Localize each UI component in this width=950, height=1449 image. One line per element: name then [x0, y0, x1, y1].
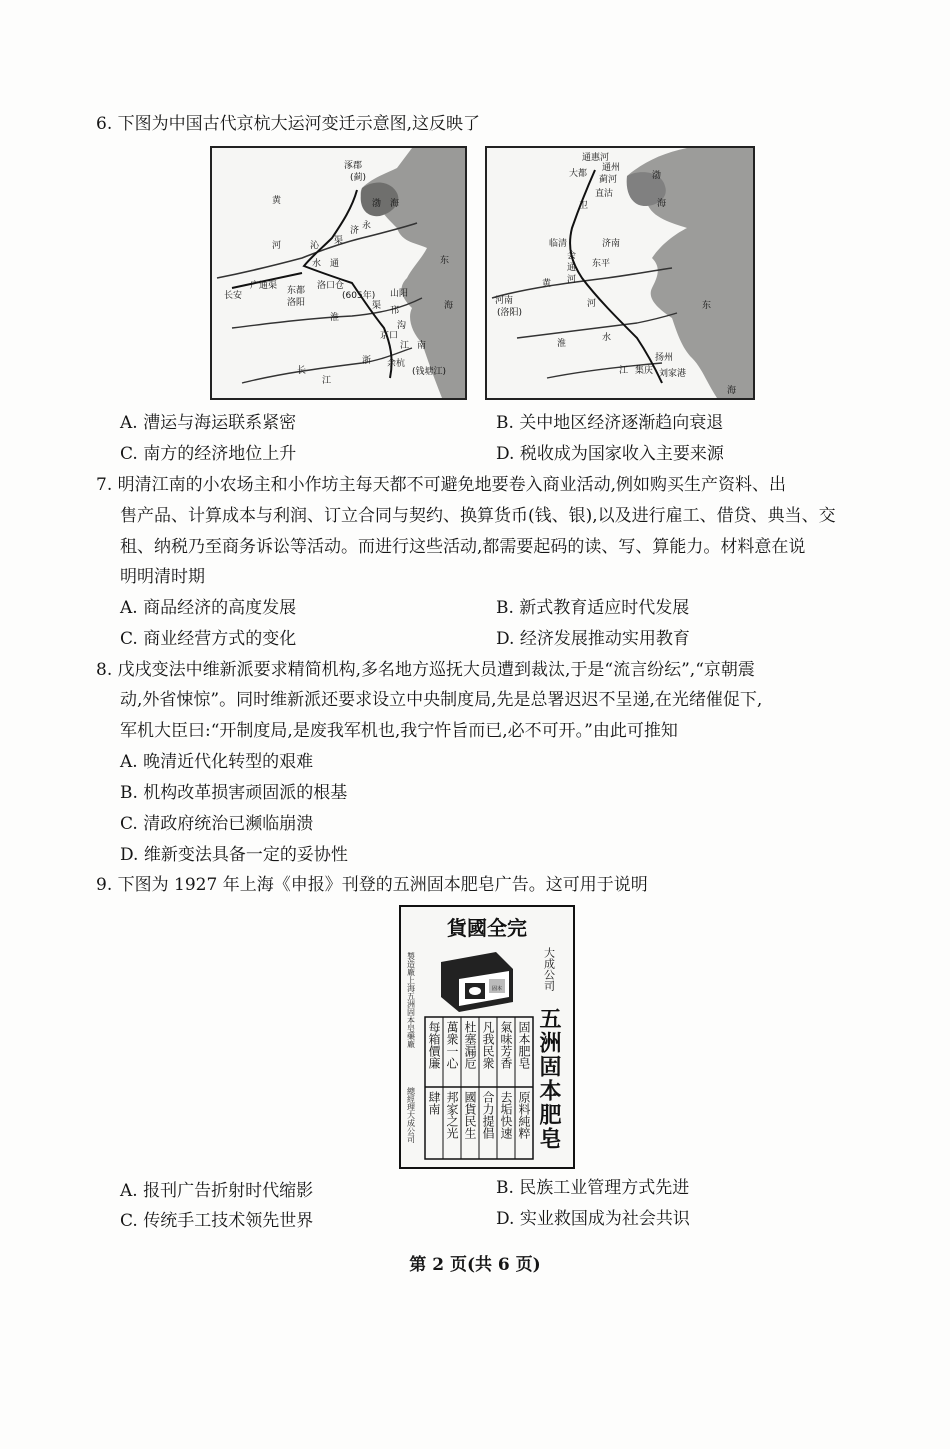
- map-yuan-canal: [485, 146, 755, 400]
- map-left-label: 东: [440, 256, 450, 266]
- q8-option-c[interactable]: C. 清政府统治已濒临崩溃: [120, 814, 314, 834]
- ad-phrase: 固本肥皂: [517, 1021, 531, 1069]
- map-right-label: 蓟河: [599, 175, 618, 185]
- map-left-label: 海: [444, 301, 454, 311]
- map-left-label: 东都: [287, 286, 306, 296]
- map-left-label: 长安: [224, 291, 243, 301]
- soap-advertisement: [399, 905, 575, 1169]
- ad-phrase: 氣味芳香: [499, 1021, 513, 1069]
- ad-phrase: 國貨民生: [463, 1091, 477, 1139]
- q9-option-c[interactable]: C. 传统手工技术领先世界: [120, 1211, 314, 1231]
- ad-phrase: 去垢快速: [499, 1091, 513, 1139]
- map-right-label: 淮: [557, 339, 567, 349]
- ad-phrase: 合力提倡: [481, 1091, 495, 1139]
- map-left-label: 水: [312, 259, 322, 269]
- page-footer: 第 2 页(共 6 页): [409, 1255, 541, 1275]
- map-left-label: 山阳: [390, 289, 409, 299]
- map-left-label: 沁: [310, 241, 320, 251]
- map-left-label: 京口: [380, 331, 399, 341]
- map-right-label: 济南: [602, 239, 621, 249]
- q7-option-c[interactable]: C. 商业经营方式的变化: [120, 629, 297, 649]
- map-left-label: 渤: [372, 199, 382, 209]
- q6-option-c[interactable]: C. 南方的经济地位上升: [120, 444, 297, 464]
- map-right-label: 河南: [495, 296, 514, 306]
- map-left-label: 沟: [397, 321, 407, 331]
- map-right-label: 河: [567, 275, 577, 285]
- q7-option-a[interactable]: A. 商品经济的高度发展: [120, 598, 297, 618]
- map-left-label: 江: [400, 341, 410, 351]
- map-left-label: 南: [417, 341, 427, 351]
- map-left-label: 洛阳: [287, 298, 306, 308]
- map-left-label: 广通渠: [250, 281, 278, 291]
- question-7-stem-line: 7. 明清江南的小农场主和小作坊主每天都不可避免地要卷入商业活动,例如购买生产资料、出: [96, 475, 787, 495]
- map-left-label: 洛口仓: [317, 281, 345, 291]
- question-6-stem: 6. 下图为中国古代京杭大运河变迁示意图,这反映了: [96, 114, 481, 134]
- map-right-label: (洛阳): [497, 308, 523, 318]
- map-right-label: 东: [702, 301, 712, 311]
- map-left-label: (蓟): [350, 173, 367, 183]
- map-right-label: 渤: [652, 171, 662, 181]
- map-right-label: 会: [567, 251, 577, 261]
- map-right-label: 卫: [579, 201, 589, 211]
- map-right-label: 江: [619, 366, 629, 376]
- map-right-label: 集庆: [635, 366, 654, 376]
- ad-phrase: 肆南: [427, 1091, 441, 1115]
- map-right-label: 海: [727, 386, 737, 396]
- question-8-stem-line: 动,外省悚惊”。同时维新派还要求设立中央制度局,先是总署迟迟不呈递,在光绪催促下,: [120, 690, 763, 710]
- map-left-label: 永: [362, 221, 372, 231]
- map-right-label: 河: [587, 299, 597, 309]
- question-7-stem-line: 明明清时期: [120, 567, 205, 587]
- map-right-label: 刘家港: [659, 369, 687, 379]
- map-left-label: 邗: [390, 306, 400, 316]
- q9-option-a[interactable]: A. 报刊广告折射时代缩影: [120, 1181, 314, 1201]
- ad-left-bottom: 總經理大成公司: [406, 1087, 416, 1143]
- q9-option-b[interactable]: B. 民族工业管理方式先进: [496, 1178, 690, 1198]
- ad-phrase: 邦家之光: [445, 1091, 459, 1139]
- map-left-label: 海: [390, 199, 400, 209]
- box-label: 固本: [491, 986, 503, 992]
- ad-phrase: 杜塞漏卮: [463, 1021, 477, 1069]
- ad-phrase: 凡我民衆: [481, 1021, 495, 1069]
- map-right-label: 扬州: [655, 353, 674, 363]
- map-left-label: 济: [350, 226, 360, 236]
- map-right-label: 通州: [602, 163, 621, 173]
- map-left-label: 浙: [362, 356, 372, 366]
- map-sui-canal: [210, 146, 467, 400]
- ad-phrase: 原料純粹: [517, 1091, 531, 1139]
- question-8-stem-line: 军机大臣曰:“开制度局,是废我军机也,我宁忤旨而已,必不可开。”由此可推知: [120, 721, 678, 741]
- q6-option-d[interactable]: D. 税收成为国家收入主要来源: [496, 444, 724, 464]
- q7-option-b[interactable]: B. 新式教育适应时代发展: [496, 598, 690, 618]
- question-7-stem-line: 租、纳税乃至商务诉讼等活动。而进行这些活动,都需要起码的读、写、算能力。材料意在说: [120, 537, 806, 557]
- map-left-label: 余杭: [387, 359, 406, 369]
- map-right-label: 通惠河: [582, 153, 610, 163]
- map-left-label: 通: [330, 259, 340, 269]
- q7-option-d[interactable]: D. 经济发展推动实用教育: [496, 629, 690, 649]
- ad-left-column: 製造廠上海五洲固本皂藥廠: [406, 952, 416, 1048]
- map-right-label: 黄: [542, 279, 552, 289]
- map-right-label: 水: [602, 333, 612, 343]
- ad-brand-side: 大成公司: [542, 947, 556, 991]
- q9-option-d[interactable]: D. 实业救国成为社会共识: [496, 1209, 690, 1229]
- ad-phrase: 萬衆一心: [445, 1021, 459, 1069]
- map-right-label: 临清: [549, 239, 568, 249]
- map-left-label: 河: [272, 241, 282, 251]
- ad-brand-big: 五洲固本肥皂: [536, 1007, 562, 1151]
- soap-box-icon: [441, 952, 513, 1012]
- map-right-label: 通: [567, 263, 577, 273]
- q6-option-b[interactable]: B. 关中地区经济逐渐趋向衰退: [496, 413, 724, 433]
- map-left-label: 淮: [330, 313, 340, 323]
- map-left-label: 渠: [334, 236, 344, 246]
- map-left-label: 渠: [372, 301, 382, 311]
- q8-option-a[interactable]: A. 晚清近代化转型的艰难: [120, 752, 314, 772]
- q6-option-a[interactable]: A. 漕运与海运联系紧密: [120, 413, 297, 433]
- question-7-stem-line: 售产品、计算成本与利润、订立合同与契约、换算货币(钱、银),以及进行雇工、借贷、典当、交: [120, 506, 836, 526]
- map-right-label: 东平: [592, 259, 611, 269]
- ad-phrase: 每箱價廉: [427, 1021, 441, 1069]
- q8-option-b[interactable]: B. 机构改革损害顽固派的根基: [120, 783, 348, 803]
- ad-top-title: 貨國全完: [447, 916, 527, 940]
- question-9-stem: 9. 下图为 1927 年上海《申报》刊登的五洲固本肥皂广告。这可用于说明: [96, 875, 648, 895]
- q8-option-d[interactable]: D. 维新变法具备一定的妥协性: [120, 845, 348, 865]
- map-left-label: 江: [322, 376, 332, 386]
- map-right-label: 海: [657, 199, 667, 209]
- map-left-label: (605年): [342, 291, 376, 301]
- map-left-label: 涿郡: [344, 161, 363, 171]
- map-left-label: 黄: [272, 196, 282, 206]
- question-8-stem-line: 8. 戊戌变法中维新派要求精简机构,多名地方巡抚大员遭到裁汰,于是“流言纷纭”,“京朝震: [96, 660, 755, 680]
- map-left-label: 长: [297, 366, 307, 376]
- map-right-label: 大都: [569, 169, 588, 179]
- map-right-label: 直沽: [595, 189, 614, 199]
- map-left-label: (钱塘江): [412, 367, 447, 377]
